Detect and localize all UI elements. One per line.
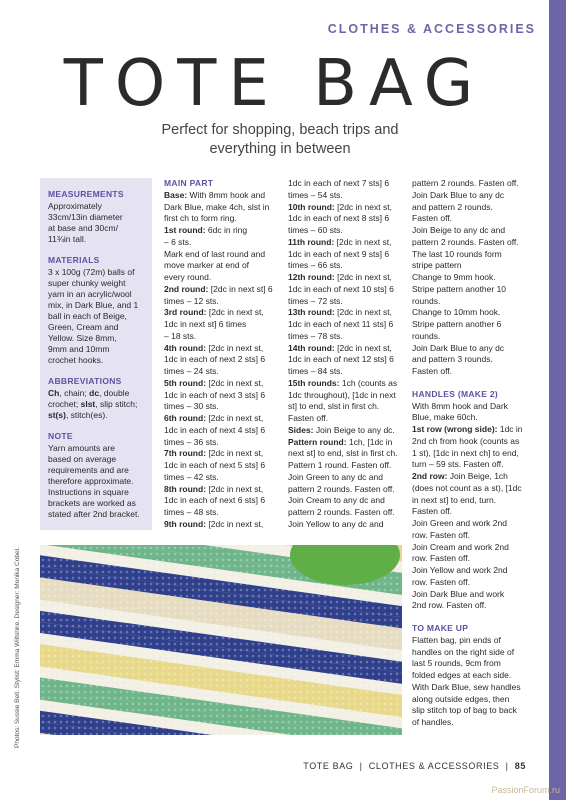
info-box [40,178,152,530]
text-line: Fasten off. [288,413,329,423]
text-line: folded edges at each side. [412,670,512,680]
text-line: With 8mm hook and Dark [412,400,508,411]
text-line: 1dc in each of next 7 sts] 6 [288,178,390,188]
note-text: Yarn amounts are based on average requirements and are therefore approximate. Instructions in square brackets are worked as stated after 2nd bracket. [48,443,140,519]
text-line: 14th round: [2dc in next st, [288,342,392,353]
text-line: Fasten off. [412,506,453,517]
text-line: 1st round: 6dc in ring [164,225,248,235]
subtitle [140,121,420,159]
text-line: every round. [164,272,212,282]
watermark: PassionForum.ru [491,785,560,795]
text-line: Join Green and work 2nd [412,518,507,528]
page-footer [303,761,526,771]
text-line: 1dc in each of next 8 sts] 6 [288,213,390,224]
text-line: Join Beige to any dc and [412,225,506,235]
make-up-text [412,635,532,729]
text-line: – 18 sts. [164,330,197,341]
text-line: rounds. [412,295,441,306]
text-line: Pattern round: 1ch, [1dc in [288,436,393,447]
text-line: Change to 9mm hook. [412,272,496,282]
text-line: With Dark Blue, sew handles [412,681,521,692]
text-line: times – 42 sts. [164,471,219,482]
text-line: 5th round: [2dc in next st, [164,377,264,388]
text-line: pattern 2 rounds. Fasten off. [412,236,519,247]
text-line: 2nd row. Fasten off. [412,600,487,611]
text-line: row. Fasten off. [412,553,470,564]
text-line: row. Fasten off. [412,576,470,587]
text-line: Flatten bag, pin ends of [412,634,501,645]
make-up-heading: TO MAKE UP [412,623,469,633]
text-line: Base: With 8mm hook and [164,189,266,200]
section-label: CLOTHES & ACCESSORIES [327,22,536,36]
text-line: Join Yellow and work 2nd [412,565,508,575]
text-line: Sides: Join Beige to any dc. [288,424,395,435]
text-line: times – 84 sts. [288,366,343,376]
text-line: times – 36 sts. [164,436,219,447]
text-line: Blue, make 60ch. [412,412,478,423]
text-line: 1dc in each of next 4 sts] 6 [164,424,266,435]
text-line: times – 24 sts. [164,366,219,376]
text-line: 1dc in next st] 6 times [164,319,247,329]
text-line: Change to 10mm hook. [412,307,501,318]
text-line: along outside edges, then [412,693,510,704]
text-line: 11th round: [2dc in next st, [288,236,392,247]
text-line: 12th round: [2dc in next st, [288,272,392,282]
page-number: 85 [514,761,526,771]
text-line: and pattern 2 rounds. [412,201,493,212]
main-part-heading: MAIN PART [164,178,214,188]
text-line: Join Dark Blue to any dc [412,342,505,353]
measurements-text: Approximately 33cm/13in diameter at base and 30cm/ 11¾in tall. [48,201,123,244]
text-line: times – 72 sts. [288,295,343,306]
materials-text: 3 x 100g (72m) balls of super chunky weight yarn in an acrylic/wool mix, in Dark Blue, and 1 ball in each of Beige, Green, Cream and Yellow. Size 8mm, 9mm and 10mm crochet hooks. [48,267,139,365]
text-line: 1dc in each of next 6 sts] 6 [164,495,266,506]
text-line: times – 48 sts. [164,507,219,517]
text-line: 1dc in each of next 10 sts] 6 [288,283,394,294]
text-line: Join Cream to any dc and [288,495,385,506]
text-line: 1dc in each of next 2 sts] 6 [164,354,266,365]
text-line: 6th round: [2dc in next st, [164,413,264,423]
page-title: TOTE BAG [63,47,486,121]
text-line: 1dc throughout), [1dc in next [288,389,396,400]
text-line: handles on the right side of [412,646,515,657]
purple-side-bar [549,0,566,800]
text-line: 10th round: [2dc in next st, [288,201,392,212]
text-line: 2nd row: Join Beige, 1ch [412,471,508,481]
text-line: times – 66 sts. [288,260,343,271]
handles-text [412,401,532,613]
text-line: 2nd ch from hook (counts as [412,435,520,446]
text-line: Pattern 1 round. Fasten off. [288,460,392,470]
text-line: (does not count as a st), [1dc [412,482,522,493]
text-line: 8th round: [2dc in next st, [164,483,264,494]
abbreviations-text: Ch, chain; dc, double crochet; slst, slip stitch; st(s), stitch(es). [48,388,138,420]
text-line: Stripe pattern another 10 [412,283,507,294]
text-line: and pattern 3 rounds. [412,354,493,365]
text-line: 4th round: [2dc in next st, [164,342,264,353]
subtitle-line: everything in between [209,141,351,157]
text-line: move marker at end of [164,260,250,271]
main-part-text [164,190,282,531]
text-line: slip stitch top of bag to back [412,705,517,716]
text-line: 3rd round: [2dc in next st, [164,307,264,318]
text-line: 1 st), [1dc in next ch] to end, [412,447,519,458]
instructions-text [412,178,532,378]
note-heading: NOTE [48,431,73,441]
instructions-column-2 [288,178,406,531]
text-line: The last 10 rounds form [412,248,502,259]
text-line: Mark end of last round and [164,248,266,259]
text-line: times – 78 sts. [288,330,343,341]
text-line: Fasten off. [412,366,453,376]
footer-section: CLOTHES & ACCESSORIES [368,761,500,771]
text-line: times – 60 sts. [288,225,343,235]
text-line: first ch to form ring. [164,213,237,224]
text-line: times – 30 sts. [164,401,219,412]
materials-heading: MATERIALS [48,255,100,265]
text-line: 1dc in each of next 5 sts] 6 [164,460,266,470]
text-line: 1dc in each of next 3 sts] 6 [164,389,266,400]
text-line: pattern 2 rounds. Fasten off. [412,178,519,188]
text-line: in next st] to end, turn. [412,494,497,505]
text-line: 13th round: [2dc in next st, [288,307,392,318]
text-line: – 6 sts. [164,236,192,247]
tote-bag-photo [40,545,402,735]
instructions-column-3 [412,178,532,729]
text-line: 1dc in each of next 12 sts] 6 [288,354,394,365]
text-line: Join Dark Blue to any dc [412,189,505,200]
text-line: Join Dark Blue and work [412,588,505,599]
text-line: 1dc in each of next 9 sts] 6 [288,248,390,259]
text-line: pattern 2 rounds. Fasten off. [288,483,395,494]
text-line: row. Fasten off. [412,529,470,540]
footer-separator: | [505,761,509,771]
text-line: 1dc in each of next 11 sts] 6 [288,319,394,329]
text-line: Dark Blue, make 4ch, slst in [164,201,270,212]
text-line: times – 54 sts. [288,189,343,200]
handles-heading: HANDLES (MAKE 2) [412,388,499,399]
text-line: of handles. [412,717,454,727]
text-line: Join Green to any dc and [288,471,383,482]
text-line: pattern 2 rounds. Fasten off. [288,507,395,517]
text-line: turn – 59 sts. Fasten off. [412,459,504,470]
text-line: 7th round: [2dc in next st, [164,448,264,459]
text-line: Join Cream and work 2nd [412,541,509,552]
main-part-column [164,178,282,531]
footer-title: TOTE BAG [303,761,354,771]
text-line: 9th round: [2dc in next st, [164,518,264,529]
text-line: 1st row (wrong side): 1dc in [412,424,523,434]
subtitle-line: Perfect for shopping, beach trips and [161,122,399,138]
text-line: 15th rounds: 1ch (counts as [288,377,398,388]
text-line: times – 12 sts. [164,295,219,306]
measurements-heading: MEASUREMENTS [48,189,124,199]
text-line: last 5 rounds, 9cm from [412,658,501,669]
text-line: st] to end, slst in first ch. [288,401,380,412]
text-line: next st] to end, slst in first ch. [288,448,398,459]
text-line: 2nd round: [2dc in next st] 6 [164,283,273,294]
text-line: rounds. [412,330,441,341]
abbreviations-heading: ABBREVIATIONS [48,376,122,386]
footer-separator: | [359,761,363,771]
photo-credit: Photos: Sussie Bell. Stylist: Emma Wiltshire. Designer: Monika Cobel. [14,547,21,748]
text-line: Stripe pattern another 6 [412,319,502,329]
text-line: Join Yellow to any dc and [288,518,384,529]
text-line: stripe pattern [412,260,462,271]
instructions-text [288,178,406,531]
text-line: Fasten off. [412,213,453,224]
